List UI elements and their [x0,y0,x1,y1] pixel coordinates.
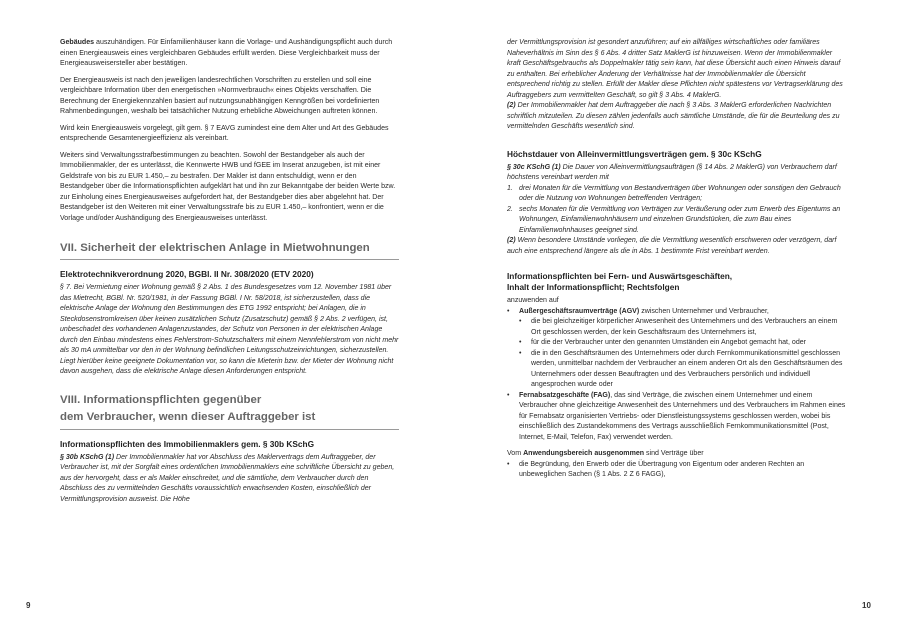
paragraph [507,449,846,460]
numbered-item [507,205,846,237]
law-text: der Vermittlungsprovision ist gesondert anzuführen; auf ein allfälliges wirtschaftliches oder familiäres Naheverhältnis im Sinn des § 6 Abs. 4 dritter Satz MaklerG ist hinzuweisen. Wenn der Immobilienmakler kraft Geschäftsgebrauchs als Doppelmakler tätig sein kann, hat diese Übersicht auch einen Hinweis darauf zu enthalten. Bei erheblicher Änderung der Verhältnisse hat der Immobilienmakler die Übersicht entsprechend richtig zu stellen. Erfüllt der Makler diese Pflichten nicht spätestens vor Vertragserklärung des Auftraggebers zum vermittelten Geschäft, so gilt § 3 Abs. 4 MaklerG. [507,39,843,99]
section-heading-line1: VIII. Informationspflichten gegenüber [60,393,262,406]
right-page [450,0,900,638]
page-number: 10 [862,601,871,610]
section-heading-line2: dem Verbraucher, wenn dieser Auftraggeber ist [60,408,399,430]
paragraph: Wird kein Energieausweis vorgelegt, gilt gem. § 7 EAVG zumindest eine dem Alter und Art des Gebäudes entsprechende Gesamtenergieeffizienz als vereinbart. [60,124,389,142]
law-text [507,236,846,257]
bullet-item [507,307,846,318]
law-text [60,453,399,506]
bold-term: Außergeschäftsraumverträge (AGV) [519,307,640,315]
paragraph [60,38,399,70]
text: Die Dauer von Alleinvermittlungsaufträgen (§ 14 Abs. 2 MaklerG) von Verbrauchern darf höchstens vereinbart werden mit [507,163,837,181]
subsection-heading-line2: Inhalt der Informationspflicht; Rechtsfolgen [507,282,680,292]
law-text [507,163,846,184]
text: Wenn besondere Umstände vorliegen, die die Vermittlung wesentlich erschweren oder verzögern, darf auch eine entsprechend längere als die in Abs. 1 bestimmte Frist vereinbart werden. [507,237,837,255]
bullet-item [507,460,846,481]
bold-term: Fernabsatzgeschäfte (FAG) [519,391,611,399]
page-number: 9 [26,601,31,610]
text: Der Immobilienmakler hat dem Auftraggeber die nach § 3 Abs. 3 MaklerG erforderlichen Nachrichten schriftlich mitzuteilen. Zu diesen zählen jedenfalls auch sämtliche Umstände, die für die Beurteilung des zu vermittelnden Geschäfts wesentlich sind. [507,102,840,130]
sub-bullet-item [507,338,846,349]
item-number: 2. [507,205,513,213]
paragraph: Der Energieausweis ist nach den jeweiligen landesrechtlichen Vorschriften zu erstellen und soll eine vergleichbare Information über den energetischen »Normverbrauch« eines Objekts verschaffen. Die Berechnung der Energiekennzahlen basiert auf nutzungsunabhängigen Kenngrößen bei vordefinierten Rahmenbedingungen, weshalb bei tatsächlicher Nutzung erhebliche Abweichungen auftreten können. [60,76,380,115]
law-ref: § 30b KSchG (1) [60,453,115,461]
item-text: die in den Geschäftsräumen des Unternehmers oder durch Fernkommunikationsmittel geschlossen werden, unmittelbar nachdem der Verbraucher an einem anderen Ort als den Geschäftsräumen des Unternehmers oder dessen Beauftragten und des Verbrauchers persönlich und individuell angesprochen wurde oder [531,349,843,388]
bullet-icon [507,391,519,444]
section-heading: VII. Sicherheit der elektrischen Anlage in Mietwohnungen [60,240,399,260]
law-text [507,101,846,133]
bullet-icon [507,460,519,481]
sub-bullet-item [507,349,846,391]
bullet-icon [519,317,531,338]
bold-term: Anwendungsbereich ausgenommen [523,450,645,457]
text: zwischen Unternehmer und Verbraucher, [639,307,769,315]
item-text: drei Monaten für die Vermittlung von Bestandverträgen über Wohnungen oder sonstigen den Gebrauch oder die Nutzung von Wohnungen betreffenden Verträgen; [519,184,841,202]
law-ref: (2) [507,102,516,109]
sub-bullet-item [507,317,846,338]
item-text: für die der Verbraucher unter den genannten Umständen ein Angebot gemacht hat, oder [531,339,807,346]
text: Vom [507,450,524,457]
left-column [60,38,399,505]
text: , das sind Verträge, die zwischen einem Unternehmer und einem Verbraucher ohne gleichzeitige Anwesenheit des Unternehmers und des Verbrauchers im Rahmen eines für Fernabsatz organisierten Vertriebs- oder Dienstleistungssystems geschlossen werden, wobei bis einschließlich des Zustandekommens des Vertrags ausschließlich Fernkommunikationsmittel (Post, Internet, E-Mail, Telefon, Fax) verwendet werden. [519,391,846,441]
numbered-item [507,184,846,205]
law-ref: § 30c KSchG (1) [507,163,561,171]
text: Der Immobilienmakler hat vor Abschluss des Maklervertrags dem Auftraggeber, der Verbraucher ist, mit der Sorgfalt eines ordentlichen Immobilienmaklers eine schriftliche Übersicht zu geben, aus der hervorgeht, dass er als Makler einschreitet, und die sämtliche, dem Verbraucher durch den Abschluss des zu vermittelnden Geschäfts voraussichtlich erwachsenden Kosten, einschließlich der Vermittlungsprovision ausweist. Die Höhe [60,453,395,503]
bold-term: Gebäudes [60,39,95,46]
paragraph: Weiters sind Verwaltungsstrafbestimmungen zu beachten. Sowohl der Bestandgeber als auch der Immobilienmakler, der es unterlässt, die Kennwerte HWB und fGEE im Inserat anzugeben, ist mit einer Geldstrafe von bis zu EUR 1.450,– zu bestrafen. Der Makler ist dann entschuldigt, wenn er den Bestandgeber über die Informationspflichten aufgeklärt hat und ihn zur Bekanntgabe der beiden Werte bzw. zur Einholung eines Energieausweises aufgefordert hat, der Bestandgeber dies aber abgelehnt hat. Der Bestandgeber ist den Weiteren mit einer Verwaltungsstrafe bis zu EUR 1.450,– konfrontiert, wenn er die Vorlage und/oder Aushändigung des Energieausweises unterlässt. [60,151,396,222]
bullet-icon [519,338,531,349]
text: sind Verträge über [644,450,704,457]
subsection-heading: Elektrotechnikverordnung 2020, BGBl. II Nr. 308/2020 (ETV 2020) [60,269,314,279]
law-ref: (2) [507,237,516,244]
law-text: § 7. Bei Vermietung einer Wohnung gemäß § 2 Abs. 1 des Bundesgesetzes vom 12. November 1981 über das Mietrecht, BGBl. Nr. 520/1981, in der Fassung BGBl. I Nr. 58/2018, ist sicherzustellen, dass die elektrische Anlage der Wohnung den Bestimmungen des ETG 1992 entspricht; bei Anlagen, die in Steckdosenstromkreisen über keinen zusätzlichen Schutz (Zusatzschutz) gemäß § 2 Abs. 2 verfügen, ist, unbeschadet des vorhandenen Anlagenzustandes, der Schutz von Personen in der elektrischen Anlage durch den Einbau mindestens eines Fehlerstrom-Schutzschalters mit einem Nennfehlerstrom von nicht mehr als 30 mA unmittelbar vor den in der Wohnung befindlichen Leitungsschutzeinrichtungen, sicherzustellen. Liegt hierüber keine geeignete Dokumentation vor, so kann die Mieterin bzw. der Mieter der Wohnung nicht davon ausgehen, dass die elektrische Anlage diesen Anforderungen entspricht. [60,284,399,375]
right-column [507,38,846,481]
item-text: sechs Monaten für die Vermittlung von Verträgen zur Veräußerung oder zum Erwerb des Eigentums an Wohnungen, Einfamilienwohnhäusern und einzelnen Grundstücken, die zum Bau eines Einfamilienwohnhauses geeignet sind. [519,205,841,234]
bullet-icon [519,349,531,391]
subsection-heading-line1: Informationspflichten bei Fern- und Auswärtsgeschäften, [507,271,733,281]
item-text: die bei gleichzeitiger körperlicher Anwesenheit des Unternehmers und des Verbrauchers an einem Ort geschlossen werden, der kein Geschäftsraum des Unternehmers ist, [531,318,838,336]
bullet-item [507,391,846,444]
subsection-heading: Informationspflichten des Immobilienmaklers gem. § 30b KSchG [60,438,315,449]
bullet-icon [507,307,519,318]
paragraph: anzuwenden auf [507,297,559,304]
item-number: 1. [507,184,513,192]
text: auszuhändigen. Für Einfamilienhäuser kann die Vorlage- und Aushändigungspflicht auch durch einen Energieausweis eines vergleichbaren Gebäudes erfüllt werden. Diese Vergleichbarkeit muss der Energieausweisersteller aber bestätigen. [60,39,393,67]
item-text: die Begründung, den Erwerb oder die Übertragung von Eigentum oder anderen Rechten an unbeweglichen Sachen (§ 1 Abs. 2 Z 6 FAGG), [519,460,805,478]
subsection-heading: Höchstdauer von Alleinvermittlungsverträgen gem. § 30c KSchG [507,148,762,159]
